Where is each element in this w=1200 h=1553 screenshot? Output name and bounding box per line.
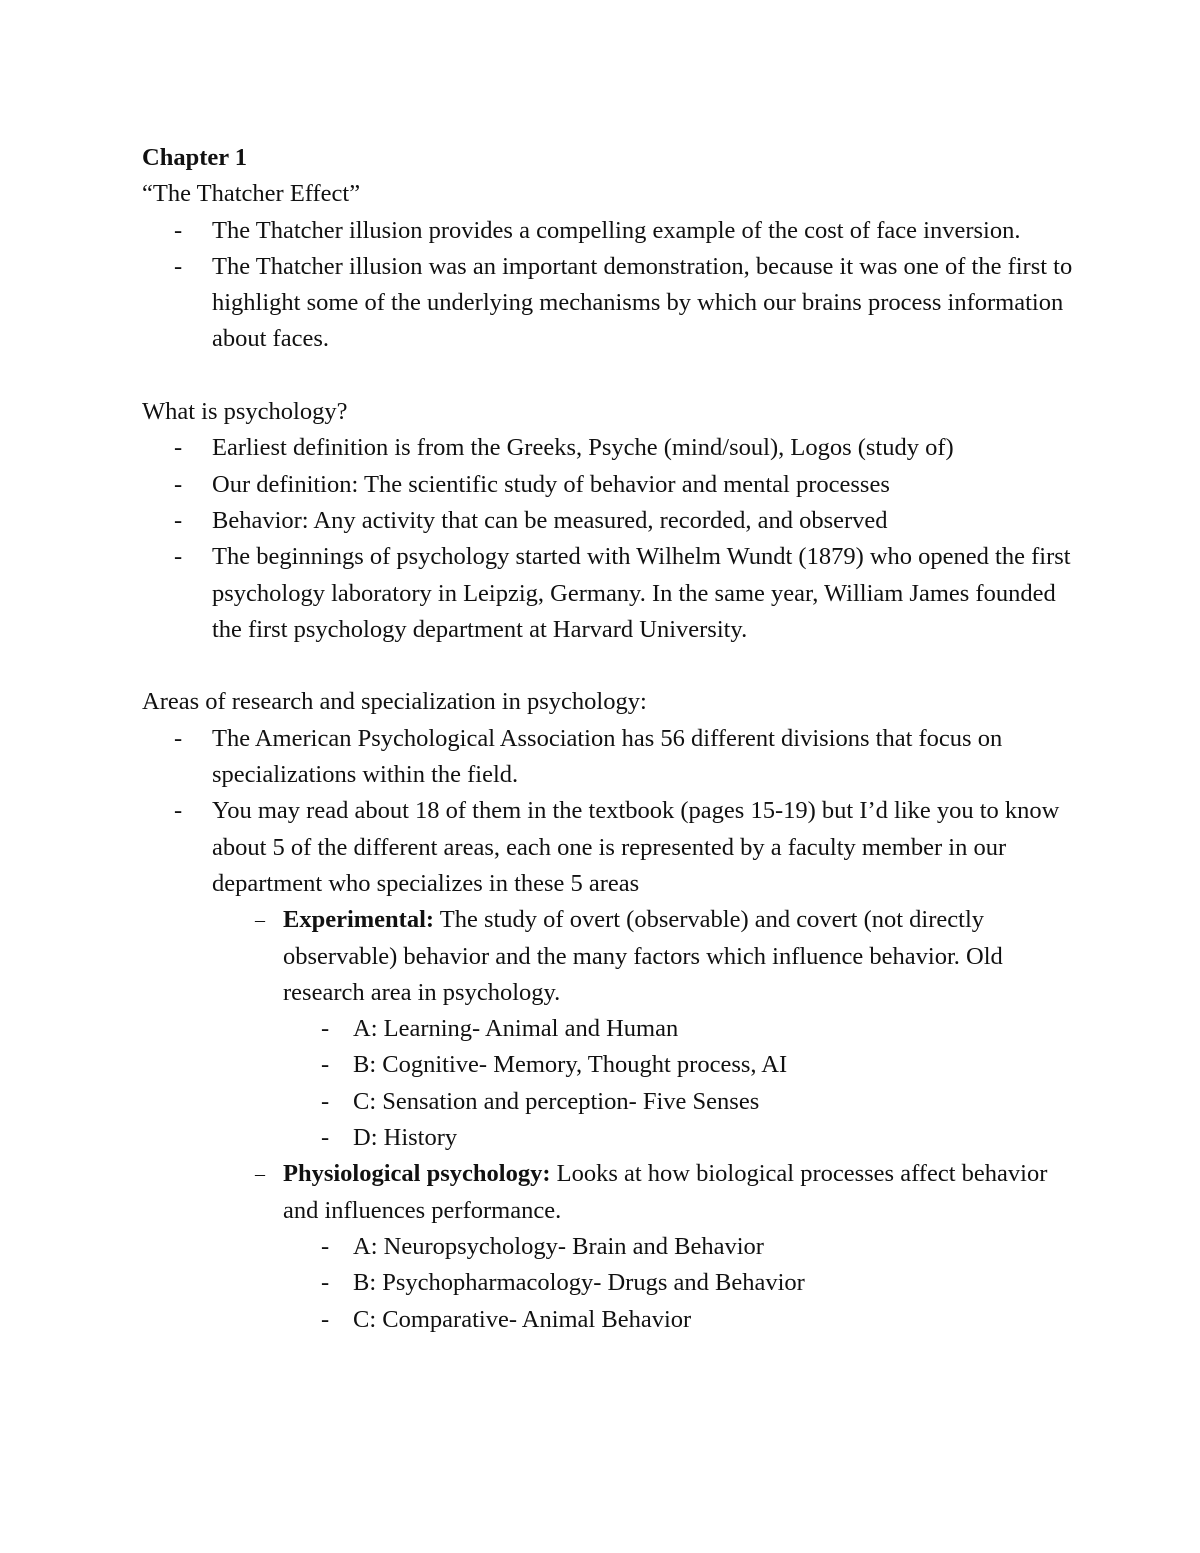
document-body xyxy=(142,140,1082,1338)
paragraph-gap xyxy=(142,358,1082,394)
specialization-term: Physiological psychology: xyxy=(283,1160,551,1188)
list-item: - B: Psychopharmacology- Drugs and Behavior xyxy=(283,1265,1082,1301)
section-heading-areas: Areas of research and specialization in psychology: xyxy=(142,688,647,716)
list-item: - A: Learning- Animal and Human xyxy=(283,1011,1082,1047)
specialization-description: Looks at how biological processes affect behavior and influences performance. xyxy=(283,1160,1048,1224)
list-item: - D: History xyxy=(283,1120,1082,1156)
list-item: - The beginnings of psychology started with Wilhelm Wundt (1879) who opened the first psychology laboratory in Leipzig, Germany. In the same year, William James founded the first psychology department at Harvard University. xyxy=(142,539,1082,648)
list-item: - The American Psychological Association has 56 different divisions that focus on specializations within the field. xyxy=(142,721,1082,794)
list-item: - C: Comparative- Animal Behavior xyxy=(283,1302,1082,1338)
chapter-title: Chapter 1 xyxy=(142,144,248,171)
chapter-bullet-list xyxy=(142,213,1082,358)
list-item: - C: Sensation and perception- Five Senses xyxy=(283,1084,1082,1120)
specialization-term: Experimental: xyxy=(283,906,435,934)
list-item: - A: Neuropsychology- Brain and Behavior xyxy=(283,1229,1082,1265)
physiological-subitems xyxy=(283,1229,1082,1338)
specialization-list xyxy=(142,902,1082,1338)
specialization-description: The study of overt (observable) and covert (not directly observable) behavior and the many factors which influence behavior. Old research area in psychology. xyxy=(283,906,1003,1006)
list-item: - Our definition: The scientific study of behavior and mental processes xyxy=(142,467,1082,503)
chapter-subtitle: “The Thatcher Effect” xyxy=(142,180,361,208)
list-item: - The Thatcher illusion provides a compelling example of the cost of face inversion. xyxy=(142,213,1082,249)
specialization-experimental xyxy=(212,902,1082,1156)
list-item: - B: Cognitive- Memory, Thought process, AI xyxy=(283,1047,1082,1083)
areas-bullet-list xyxy=(142,721,1082,902)
paragraph-gap xyxy=(142,648,1082,684)
specialization-physiological xyxy=(212,1156,1082,1337)
experimental-subitems xyxy=(283,1011,1082,1156)
definition-bullet-list xyxy=(142,430,1082,648)
list-item: - The Thatcher illusion was an important demonstration, because it was one of the first to highlight some of the underlying mechanisms by which our brains process information about faces. xyxy=(142,249,1082,358)
list-item: - Behavior: Any activity that can be measured, recorded, and observed xyxy=(142,503,1082,539)
list-item: - You may read about 18 of them in the textbook (pages 15-19) but I’d like you to know about 5 of the different areas, each one is represented by a faculty member in our department who specializes in these 5 areas xyxy=(142,793,1082,902)
list-item: - Earliest definition is from the Greeks, Psyche (mind/soul), Logos (study of) xyxy=(142,430,1082,466)
section-heading-what-is-psychology: What is psychology? xyxy=(142,398,348,426)
